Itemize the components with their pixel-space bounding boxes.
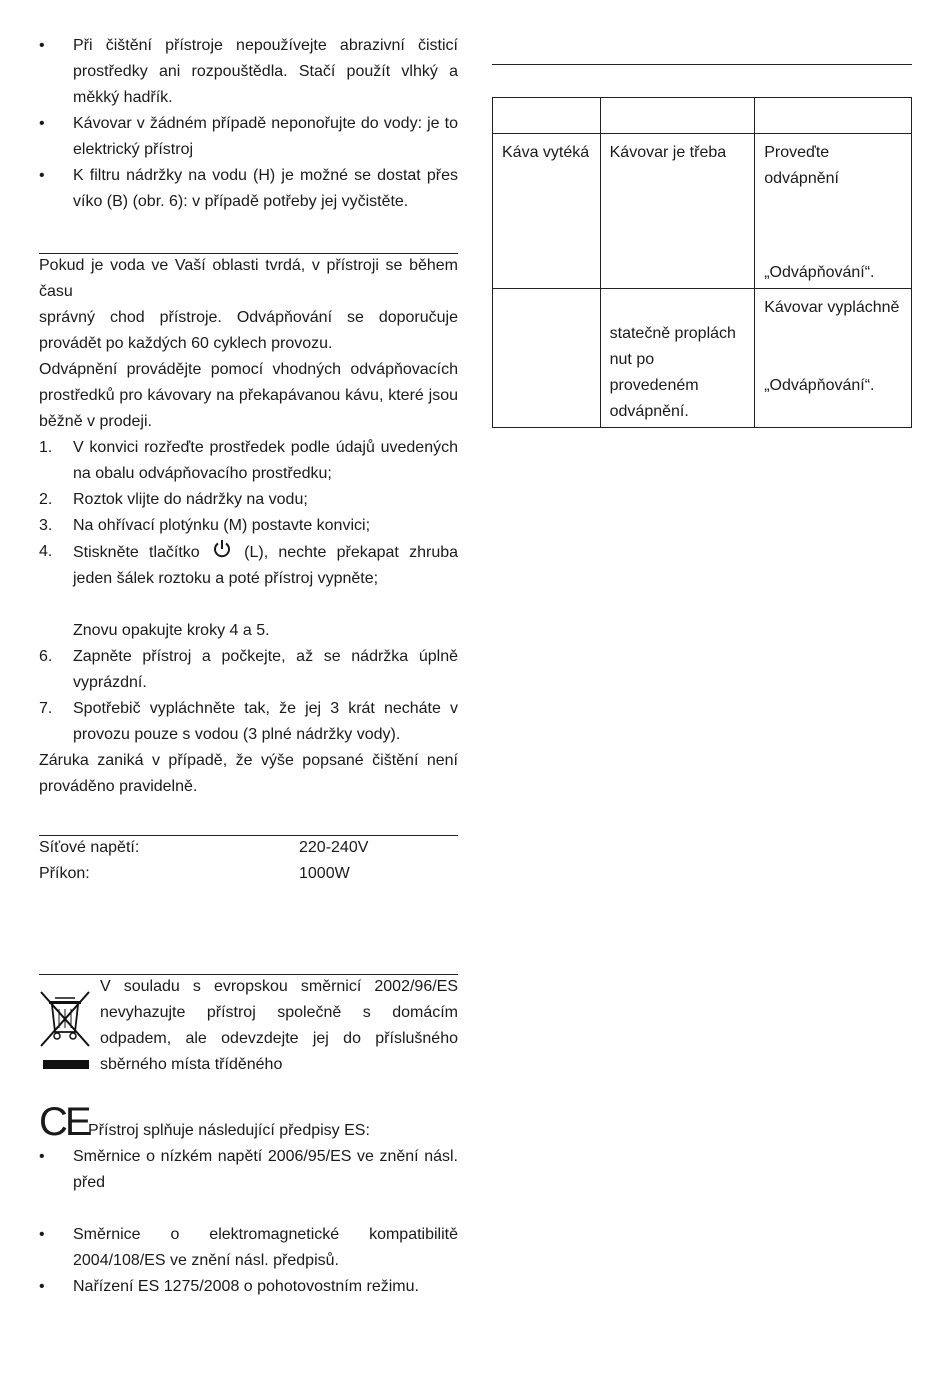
step-number: 2.: [39, 491, 53, 508]
step-number: 4.: [39, 543, 53, 560]
list-item-text: Směrnice o nízkém napětí 2006/95/ES ve znění násl. před: [73, 1148, 458, 1191]
table-cell: [600, 289, 755, 428]
bullet-mark: •: [39, 1148, 45, 1165]
table-header-cell: [600, 98, 755, 134]
descaling-intro: Pokud je voda ve Vaší oblasti tvrdá, v přístroji se během času: [39, 257, 458, 300]
table-row: [493, 289, 912, 428]
step-text: Stiskněte tlačítko: [73, 544, 200, 561]
spec-label: Příkon:: [39, 865, 90, 882]
step-text: Na ohřívací plotýnku (M) postavte konvici;: [73, 517, 371, 534]
bullet-mark: •: [39, 1226, 45, 1243]
table-row: [493, 134, 912, 289]
step-text: Spotřebič vypláchněte tak, že jej 3 krát necháte v provozu pouze s vodou (3 plné nádržky vody).: [73, 700, 458, 743]
cell-line: „Odvápňování“.: [764, 377, 875, 394]
power-icon: [212, 539, 232, 559]
list-item-text: Při čištění přístroje nepoužívejte abrazivní čisticí prostředky ani rozpouštědla. Stačí použít vlhký a měkký hadřík.: [73, 37, 458, 106]
bullet-mark: •: [39, 1278, 45, 1295]
step-number: 6.: [39, 648, 53, 665]
cell-line: Proveďte odvápnění: [764, 144, 839, 187]
list-item: [39, 1144, 458, 1196]
list-item: [39, 1222, 458, 1274]
list-item-text: Směrnice o elektromagnetické kompatibilitě 2004/108/ES ve znění násl. předpisů.: [73, 1226, 458, 1269]
spec-label: Síťové napětí:: [39, 839, 140, 856]
table-cell: Kávovar je třeba: [600, 134, 755, 289]
section-rule: [492, 64, 912, 65]
repeat-note: Znovu opakujte kroky 4 a 5.: [73, 622, 270, 639]
step-item: [39, 539, 458, 592]
step-number: 3.: [39, 517, 53, 534]
spec-row: [39, 835, 458, 861]
list-item-text: Nařízení ES 1275/2008 o pohotovostním režimu.: [73, 1278, 419, 1295]
cleaning-list: [39, 33, 458, 215]
step-text: Roztok vlijte do nádržky na vodu;: [73, 491, 308, 508]
step-text: Zapněte přístroj a počkejte, až se nádržka úplně vyprázdní.: [73, 648, 458, 691]
step-number: 1.: [39, 439, 53, 456]
bullet-mark: •: [39, 37, 45, 54]
bullet-mark: •: [39, 115, 45, 132]
weee-text: V souladu s evropskou směrnicí 2002/96/ES nevyhazujte přístroj společně s domácím odpadem, ale odevzdejte jej do příslušného sběrného místa tříděného: [100, 978, 458, 1073]
list-item: [39, 111, 458, 163]
troubleshooting-table: [492, 97, 912, 428]
spec-row: [39, 861, 458, 887]
bullet-mark: •: [39, 167, 45, 184]
cell-line: „Odvápňování“.: [764, 264, 875, 281]
table-cell: Káva vytéká: [493, 134, 601, 289]
step-item: [39, 696, 458, 748]
ce-list: [39, 1144, 458, 1300]
cell-line: Kávovar vypláchně: [764, 299, 900, 316]
crossed-bin-icon: [39, 986, 91, 1072]
ce-mark: CE: [39, 1100, 89, 1144]
step-item: [39, 513, 458, 539]
descaling-body: [39, 305, 458, 800]
step-item: [39, 435, 458, 487]
table-header-cell: [755, 98, 912, 134]
spec-value: 1000W: [299, 865, 350, 882]
ce-intro: Přístroj splňuje následující předpisy ES:: [88, 1122, 370, 1139]
step-item: [39, 644, 458, 696]
descaling-paragraph: správný chod přístroje. Odvápňování se doporučuje provádět po každých 60 cyklech provozu.: [39, 309, 458, 352]
table-header-cell: [493, 98, 601, 134]
step-text: (L), nechte překapat zhruba jeden šálek roztoku a poté přístroj vypněte;: [73, 544, 459, 587]
step-item: [39, 487, 458, 513]
table-cell: [755, 289, 912, 428]
table-header-row: [493, 98, 912, 134]
list-item: [39, 33, 458, 111]
repeat-note-row: [39, 618, 458, 644]
table-cell: [755, 134, 912, 289]
list-item: [39, 163, 458, 215]
cell-line: statečně proplách nut po provedeném odvápnění.: [609, 325, 736, 420]
list-item-text: K filtru nádržky na vodu (H) je možné se dostat přes víko (B) (obr. 6): v případě potřeby jej vyčistěte.: [73, 167, 458, 210]
step-number: 7.: [39, 700, 53, 717]
list-item-text: Kávovar v žádném případě neponořujte do vody: je to elektrický přístroj: [73, 115, 458, 158]
warranty-note: Záruka zaniká v případě, že výše popsané čištění není prováděno pravidelně.: [39, 752, 458, 795]
step-text: V konvici rozřeďte prostředek podle údajů uvedených na obalu odvápňovacího prostředku;: [73, 439, 458, 482]
spec-value: 220-240V: [299, 839, 369, 856]
descaling-paragraph: Odvápnění provádějte pomocí vhodných odvápňovacích prostředků pro kávovary na překapávanou kávu, které jsou běžně v prodeji.: [39, 361, 458, 430]
list-item: [39, 1274, 458, 1300]
table-cell: [493, 289, 601, 428]
